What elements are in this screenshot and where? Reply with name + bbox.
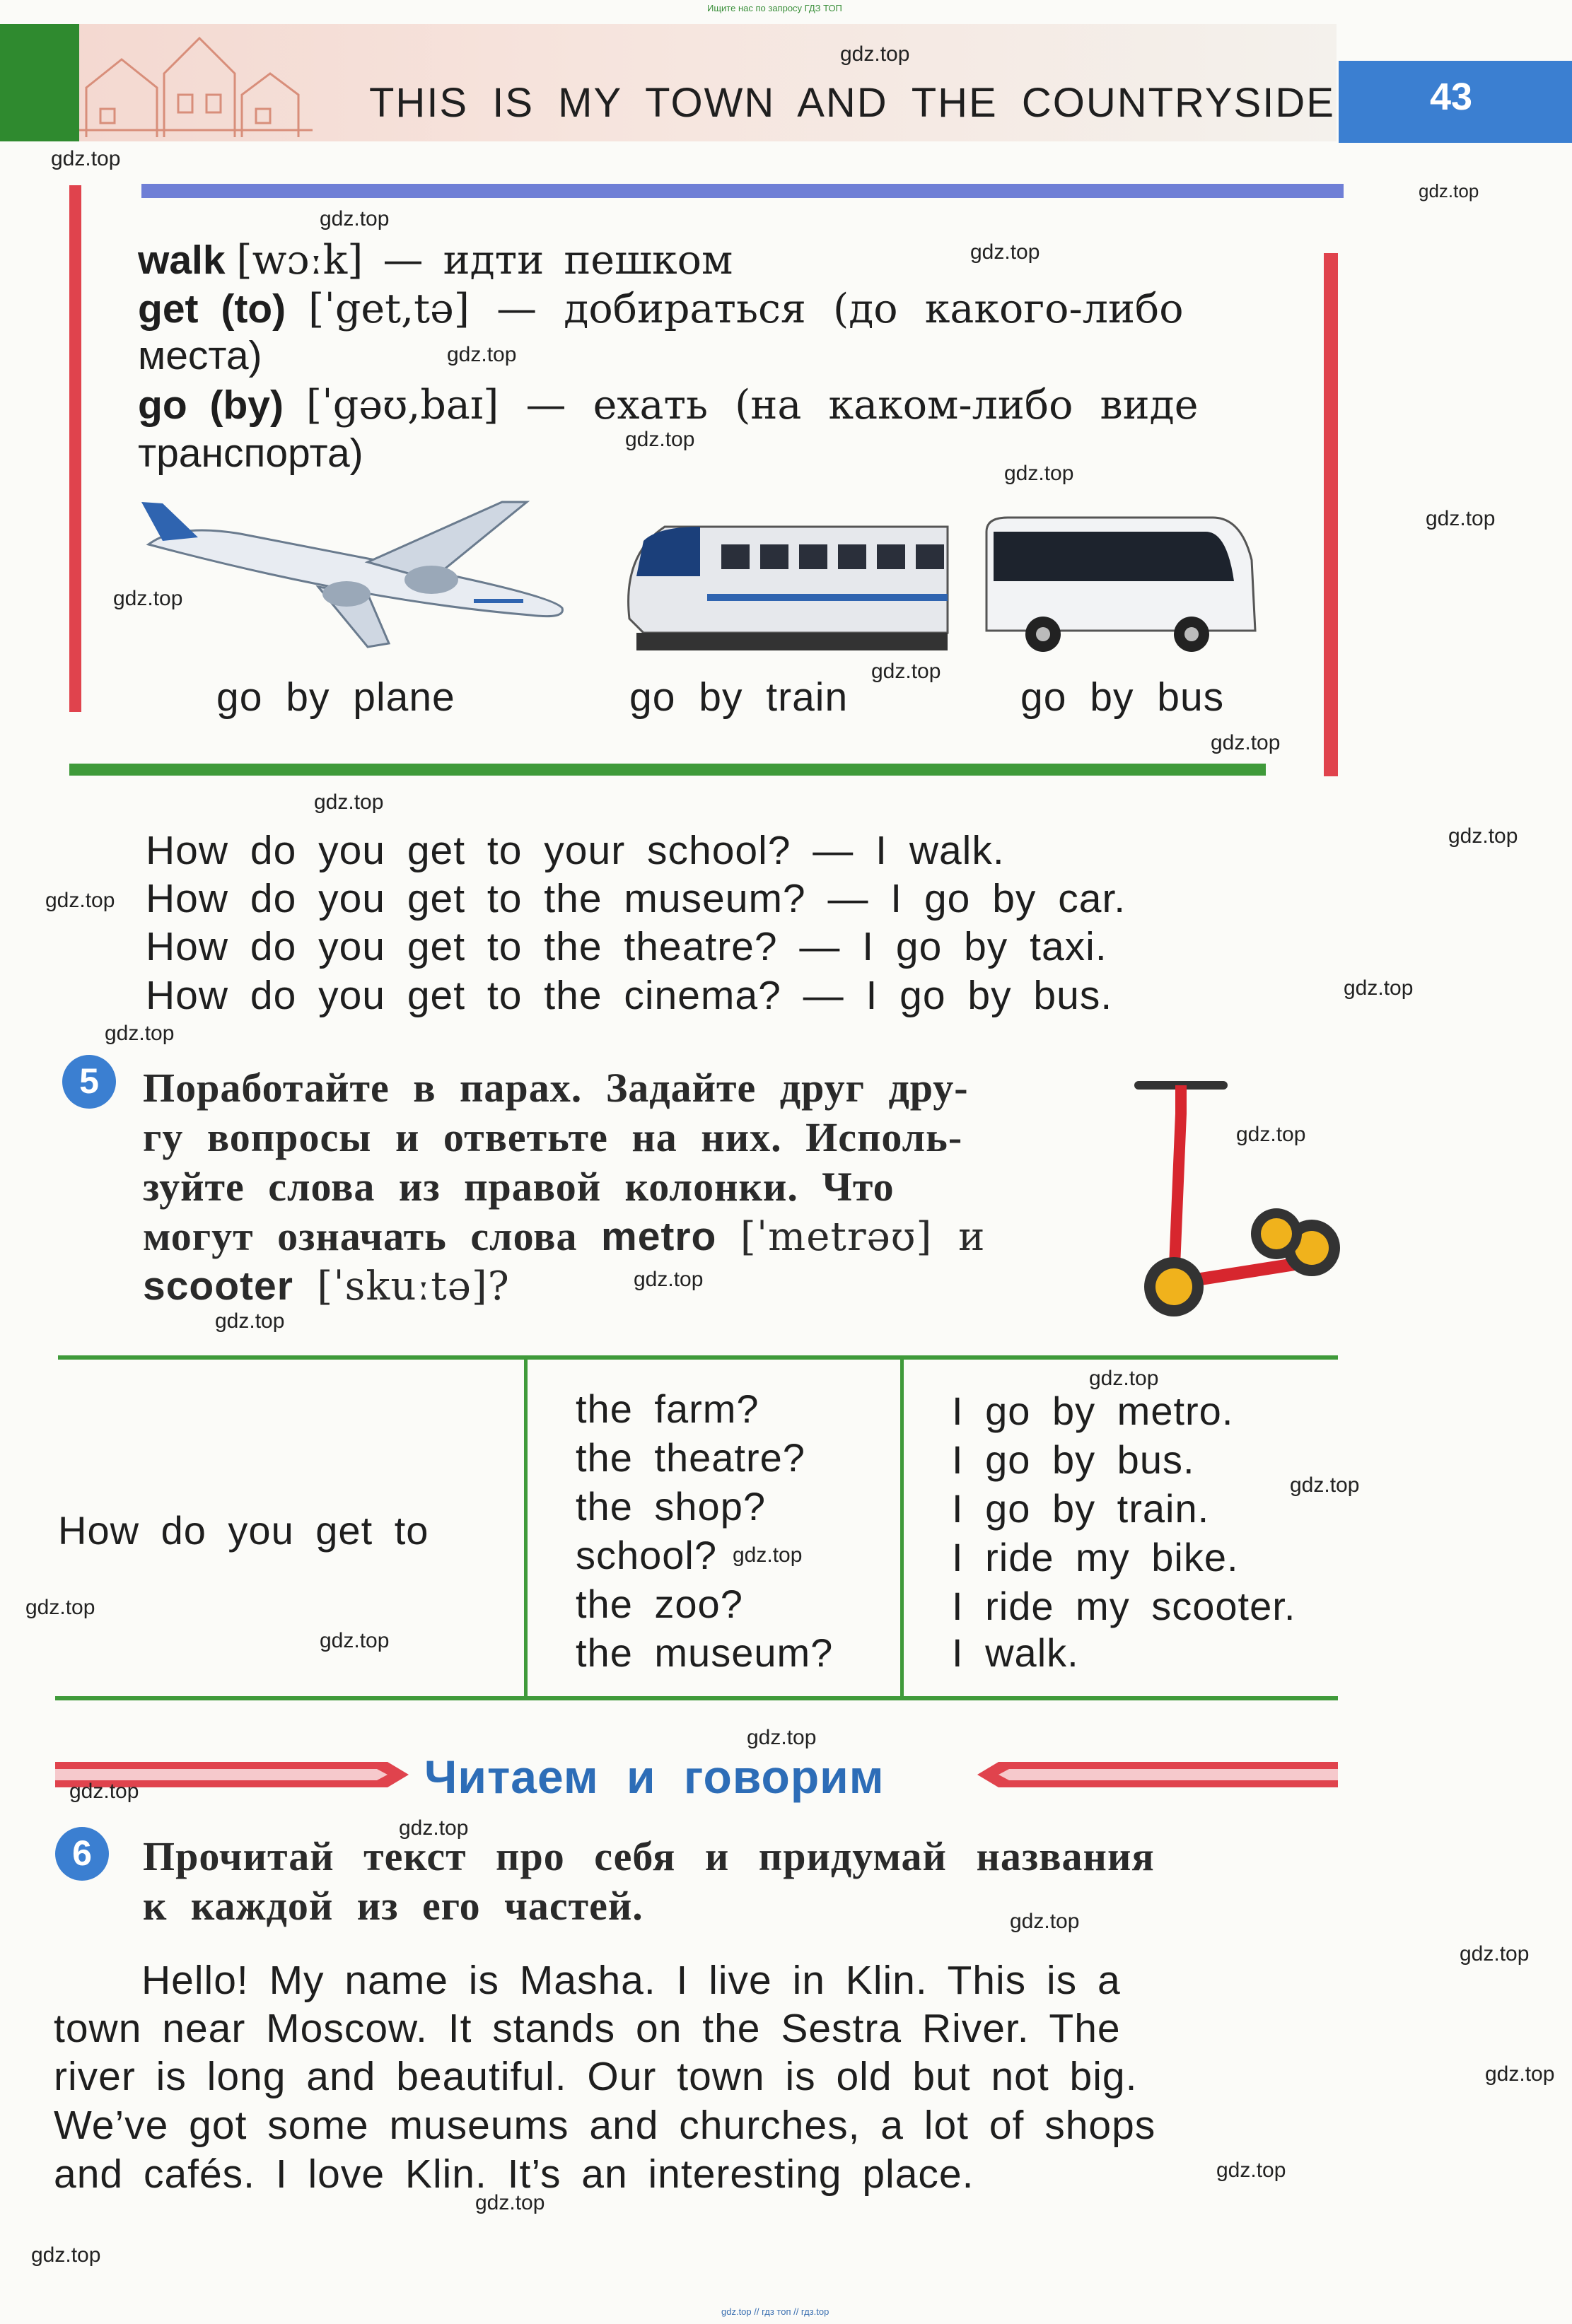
- ex5-line-1: Поработайте в парах. Задайте друг дру-: [143, 1065, 969, 1111]
- table-divider-1: [524, 1357, 528, 1698]
- watermark: gdz.top: [45, 889, 115, 912]
- table-divider-2: [900, 1357, 904, 1698]
- table-top-line: [58, 1355, 1338, 1360]
- text-line-3: river is long and beautiful. Our town is old but not big.: [54, 2054, 1138, 2099]
- watermark: gdz.top: [1460, 1942, 1530, 1966]
- page-number: 43: [1430, 76, 1473, 118]
- watermark: gdz.top: [871, 660, 941, 683]
- table-answer-1: I go by metro.: [952, 1389, 1234, 1433]
- watermark: gdz.top: [1290, 1473, 1360, 1497]
- table-place-5: the zoo?: [576, 1582, 743, 1626]
- watermark: gdz.top: [1004, 462, 1074, 485]
- watermark: gdz.top: [1448, 824, 1518, 848]
- get-translation: [ˈget,tə] — добираться (до какого-либо: [308, 286, 1184, 332]
- table-place-1: the farm?: [576, 1386, 759, 1431]
- top-note: Ищите нас по запросу ГДЗ ТОП: [707, 3, 842, 13]
- ex6-line-2: к каждой из его частей.: [143, 1883, 644, 1929]
- table-answer-3: I go by train.: [952, 1486, 1210, 1531]
- watermark: gdz.top: [215, 1309, 285, 1333]
- header-green-strip: [0, 24, 79, 141]
- plane-icon: [134, 495, 587, 650]
- vocab-go: [138, 382, 1198, 428]
- caption-plane: go by plane: [216, 675, 455, 720]
- watermark: gdz.top: [51, 147, 121, 170]
- word-scooter: scooter: [143, 1263, 293, 1309]
- table-place-4: school?: [576, 1533, 718, 1577]
- word-go: go (by): [138, 383, 284, 428]
- watermark: gdz.top: [1216, 2159, 1286, 2182]
- question-4: How do you get to the cinema? — I go by bus.: [146, 973, 1113, 1018]
- ex5-line-5: [143, 1262, 510, 1309]
- ex5-line-3: зуйте слова из правой колонки. Что: [143, 1164, 895, 1210]
- table-answer-5: I ride my scooter.: [952, 1584, 1296, 1628]
- text-line-1: Hello! My name is Masha. I live in Klin. This is a: [141, 1958, 1121, 2003]
- watermark: gdz.top: [970, 240, 1040, 264]
- table-answer-2: I go by bus.: [952, 1437, 1195, 1482]
- table-answer-4: I ride my bike.: [952, 1535, 1239, 1579]
- ex5-line-4: [143, 1213, 986, 1260]
- watermark: gdz.top: [634, 1268, 704, 1291]
- header-title: THIS IS MY TOWN AND THE COUNTRYSIDE: [369, 80, 1335, 126]
- watermark: gdz.top: [113, 587, 183, 610]
- caption-train: go by train: [629, 675, 849, 720]
- watermark: gdz.top: [733, 1543, 803, 1567]
- vocab-go-cont: транспорта): [138, 431, 363, 476]
- scooter-transcription: [ˈskuːtə]?: [317, 1263, 510, 1309]
- word-walk: walk: [138, 238, 226, 283]
- watermark: gdz.top: [475, 2191, 545, 2214]
- vocab-walk: [138, 237, 733, 284]
- train-icon: [622, 498, 955, 661]
- town-drawing: [79, 24, 313, 141]
- vocab-bottom-bar: [69, 764, 1266, 776]
- watermark: gdz.top: [1485, 2062, 1555, 2086]
- text-line-2: town near Moscow. It stands on the Sestra River. The: [54, 2006, 1121, 2051]
- watermark: gdz.top: [399, 1816, 469, 1840]
- metro-transcription: [ˈmetrəʊ] и: [740, 1214, 986, 1260]
- watermark: gdz.top: [747, 1726, 817, 1749]
- table-place-6: the museum?: [576, 1630, 834, 1675]
- table-bottom-line: [55, 1696, 1338, 1700]
- question-1: How do you get to your school? — I walk.: [146, 828, 1005, 873]
- word-get: get (to): [138, 286, 286, 332]
- ex5-line-2: гу вопросы и ответьте на них. Исполь-: [143, 1114, 963, 1160]
- bus-icon: [979, 503, 1262, 659]
- table-answer-6: I walk.: [952, 1630, 1079, 1675]
- watermark: gdz.top: [31, 2243, 101, 2267]
- ex5-line-4-start: могут означать слова: [143, 1213, 578, 1259]
- watermark: gdz.top: [69, 1780, 139, 1803]
- watermark: gdz.top: [1236, 1123, 1306, 1146]
- table-place-3: the shop?: [576, 1484, 766, 1529]
- watermark: gdz.top: [320, 207, 390, 230]
- footer-note: gdz.top // гдз топ // гдз.top: [721, 2306, 829, 2317]
- watermark: gdz.top: [840, 42, 910, 66]
- section-title: Читаем и говорим: [424, 1751, 885, 1803]
- text-line-5: and cafés. I love Klin. It’s an interesting place.: [54, 2151, 974, 2197]
- watermark: gdz.top: [105, 1022, 175, 1045]
- go-translation: [ˈgəʊ,baɪ] — ехать (на каком-либо виде: [305, 382, 1199, 428]
- question-2: How do you get to the museum? — I go by car.: [146, 876, 1126, 921]
- vocab-right-bar: [1324, 253, 1338, 776]
- walk-translation: [wɔːk] — идти пешком: [236, 237, 733, 284]
- vocab-left-bar: [69, 185, 81, 712]
- watermark: gdz.top: [1211, 731, 1281, 754]
- watermark: gdz.top: [320, 1629, 390, 1652]
- watermark: gdz.top: [25, 1596, 95, 1619]
- section-ribbon-right: [977, 1759, 1338, 1790]
- watermark: gdz.top: [1419, 180, 1479, 202]
- exercise-5-number: 5: [79, 1061, 99, 1101]
- question-3: How do you get to the theatre? — I go by taxi.: [146, 924, 1107, 969]
- watermark: gdz.top: [625, 428, 695, 451]
- scooter-icon: [1131, 1071, 1344, 1326]
- table-place-2: the theatre?: [576, 1435, 805, 1480]
- ex6-line-1: Прочитай текст про себя и придумай названия: [143, 1833, 1155, 1879]
- word-metro: metro: [601, 1214, 717, 1259]
- caption-bus: go by bus: [1020, 675, 1225, 720]
- table-stem: How do you get to: [58, 1508, 429, 1553]
- watermark: gdz.top: [447, 343, 517, 366]
- vocab-top-bar: [141, 184, 1344, 198]
- text-line-4: We’ve got some museums and churches, a lot of shops: [54, 2103, 1156, 2148]
- vocab-get-cont: места): [138, 333, 262, 378]
- exercise-6-number: 6: [72, 1833, 92, 1873]
- vocab-get: [138, 286, 1184, 332]
- watermark: gdz.top: [1426, 507, 1496, 530]
- watermark: gdz.top: [1089, 1367, 1159, 1390]
- watermark: gdz.top: [1010, 1910, 1080, 1933]
- watermark: gdz.top: [314, 790, 384, 814]
- watermark: gdz.top: [1344, 976, 1414, 1000]
